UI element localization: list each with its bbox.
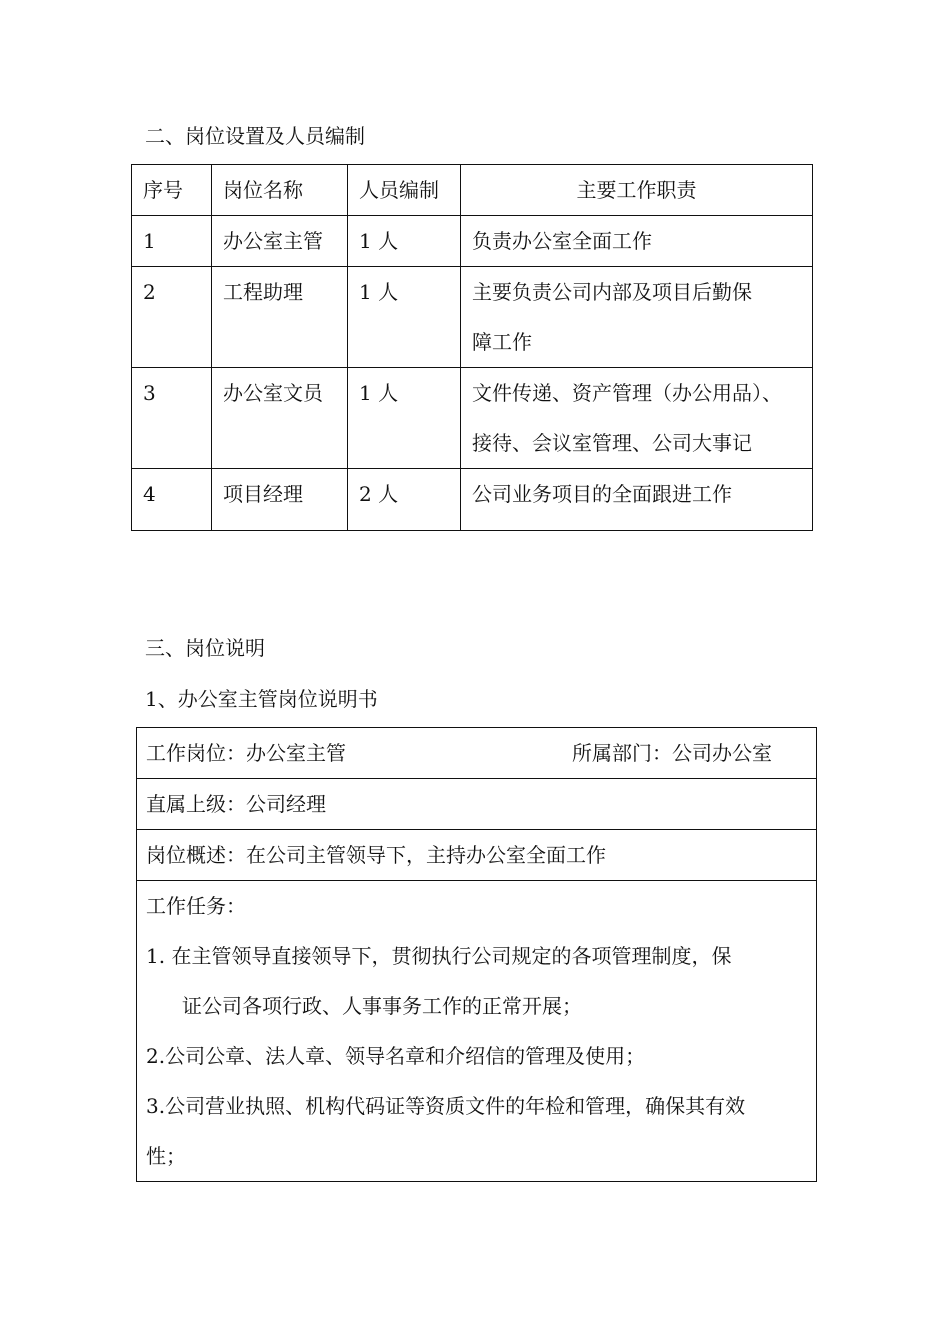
table-row bbox=[132, 469, 813, 531]
cell-count: 1 人 bbox=[348, 216, 461, 267]
cell-count: 1 人 bbox=[348, 368, 461, 469]
task-item: 3.公司营业执照、机构代码证等资质文件的年检和管理，确保其有效 bbox=[146, 1094, 746, 1118]
job-description-table bbox=[136, 727, 817, 1182]
cell-no: 3 bbox=[132, 368, 212, 469]
staffing-table bbox=[131, 164, 813, 531]
cell-count: 1 人 bbox=[348, 267, 461, 368]
table-row bbox=[132, 267, 813, 368]
cell-position: 项目经理 bbox=[212, 469, 348, 531]
duty-line: 主要负责公司内部及项目后勤保 bbox=[472, 280, 752, 304]
cell-position: 工程助理 bbox=[212, 267, 348, 368]
table-header-row bbox=[132, 165, 813, 216]
card-row bbox=[137, 779, 817, 830]
cell-duty bbox=[461, 368, 813, 469]
duty-line: 接待、会议室管理、公司大事记 bbox=[472, 431, 752, 455]
cell-duty: 公司业务项目的全面跟进工作 bbox=[461, 469, 813, 531]
header-no: 序号 bbox=[132, 165, 212, 216]
cell-no: 2 bbox=[132, 267, 212, 368]
cell-no: 1 bbox=[132, 216, 212, 267]
cell-position: 办公室文员 bbox=[212, 368, 348, 469]
table-row bbox=[132, 368, 813, 469]
header-duty: 主要工作职责 bbox=[461, 165, 813, 216]
task-item: 性； bbox=[146, 1144, 186, 1168]
tasks-cell bbox=[137, 881, 817, 1182]
task-item: 1. 在主管领导直接领导下，贯彻执行公司规定的各项管理制度，保 bbox=[146, 944, 732, 968]
section-2-title: 二、岗位设置及人员编制 bbox=[145, 124, 365, 148]
task-item: 证公司各项行政、人事事务工作的正常开展； bbox=[182, 994, 582, 1018]
card-row bbox=[137, 830, 817, 881]
table-row bbox=[132, 216, 813, 267]
tasks-title: 工作任务： bbox=[146, 894, 246, 918]
task-item: 2.公司公章、法人章、领导名章和介绍信的管理及使用； bbox=[146, 1044, 646, 1068]
section-3-subtitle: 1、办公室主管岗位说明书 bbox=[145, 687, 378, 711]
section-3-title: 三、岗位说明 bbox=[145, 636, 265, 660]
cell-duty bbox=[461, 267, 813, 368]
cell-duty: 负责办公室全面工作 bbox=[461, 216, 813, 267]
superior-field: 直属上级：公司经理 bbox=[137, 779, 817, 830]
header-position: 岗位名称 bbox=[212, 165, 348, 216]
cell-no: 4 bbox=[132, 469, 212, 531]
header-count: 人员编制 bbox=[348, 165, 461, 216]
cell-count: 2 人 bbox=[348, 469, 461, 531]
department-field: 所属部门：公司办公室 bbox=[572, 741, 772, 765]
post-field: 工作岗位：办公室主管 bbox=[146, 741, 346, 765]
overview-field: 岗位概述：在公司主管领导下，主持办公室全面工作 bbox=[137, 830, 817, 881]
duty-line: 文件传递、资产管理（办公用品）、 bbox=[472, 381, 782, 405]
card-row bbox=[137, 881, 817, 1182]
cell-position: 办公室主管 bbox=[212, 216, 348, 267]
duty-line: 障工作 bbox=[472, 330, 532, 354]
card-row bbox=[137, 728, 817, 779]
